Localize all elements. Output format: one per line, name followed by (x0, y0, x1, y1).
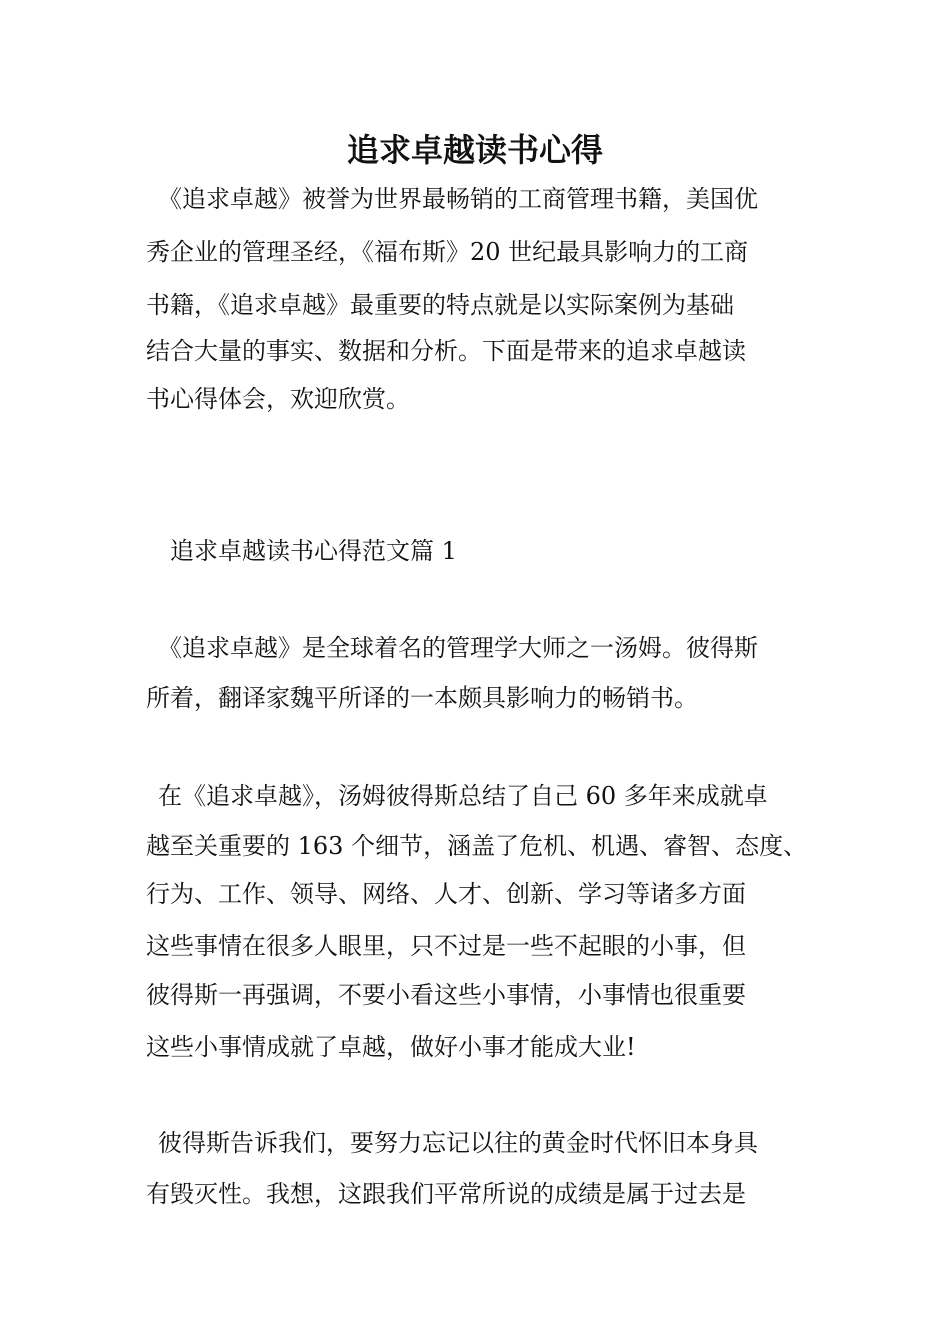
intro-line-2: 秀企业的管理圣经，《福布斯》20 世纪最具影响力的工商 (146, 238, 749, 266)
paragraph2-line-5: 彼得斯一再强调，不要小看这些小事情，小事情也很重要 (146, 981, 746, 1009)
intro-line-1: 《追求卓越》被誉为世界最畅销的工商管理书籍，美国优 (158, 185, 758, 213)
paragraph3-line-1: 彼得斯告诉我们，要努力忘记以往的黄金时代怀旧本身具 (158, 1129, 758, 1157)
paragraph1-line-2: 所着，翻译家魏平所译的一本颇具影响力的畅销书。 (146, 684, 698, 712)
paragraph2-line-4: 这些事情在很多人眼里，只不过是一些不起眼的小事，但 (146, 932, 746, 960)
paragraph2-line-2: 越至关重要的 163 个细节，涵盖了危机、机遇、睿智、态度、 (146, 832, 808, 860)
paragraph3-line-2: 有毁灭性。我想，这跟我们平常所说的成绩是属于过去是 (146, 1180, 746, 1208)
paragraph2-line-6: 这些小事情成就了卓越，做好小事才能成大业! (146, 1033, 636, 1061)
intro-line-5: 书心得体会，欢迎欣赏。 (146, 385, 410, 413)
intro-line-3: 书籍，《追求卓越》最重要的特点就是以实际案例为基础 (146, 291, 734, 319)
document-title: 追求卓越读书心得 (346, 131, 603, 169)
paragraph2-line-1: 在《追求卓越》，汤姆彼得斯总结了自己 60 多年来成就卓 (158, 782, 768, 810)
paragraph1-line-1: 《追求卓越》是全球着名的管理学大师之一汤姆。彼得斯 (158, 634, 758, 662)
intro-line-4: 结合大量的事实、数据和分析。下面是带来的追求卓越读 (146, 337, 746, 365)
section-heading: 追求卓越读书心得范文篇 1 (170, 537, 457, 565)
paragraph2-line-3: 行为、工作、领导、网络、人才、创新、学习等诸多方面 (146, 880, 746, 908)
